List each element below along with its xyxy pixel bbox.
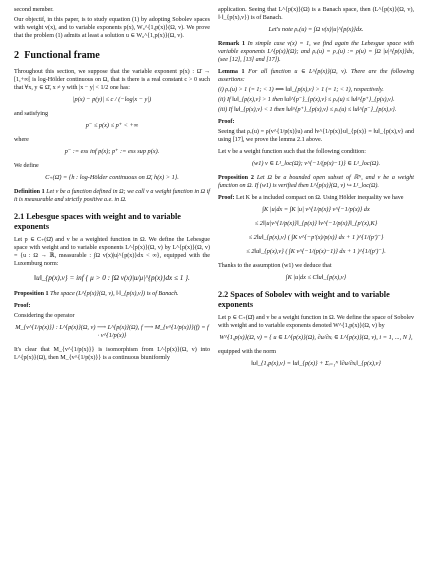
proof-label-text: Proof: xyxy=(14,303,31,309)
equation-log-holder: |p(x) − p(y)| ≤ c / (−log|x − y|) xyxy=(72,96,152,103)
equation-sobolev-space: W^{1,p(x)}(Ω, v) = { u ∈ L^{p(x)}(Ω), ∂u/∂xᵢ ∈ L^{p(x)}(Ω, v), i = 1, ..., N }, xyxy=(219,334,413,341)
equipped-text: equipped with the norm xyxy=(218,349,277,355)
equation-sobolev-norm: ‖u‖_{1,p(x),v} = ‖u‖_{p(x)} + Σᵢ₌₁ᴺ ‖∂u/∂xᵢ‖_{p(x),v} xyxy=(251,360,381,367)
remark-label: Remark 1 xyxy=(218,41,245,47)
definition-label: Definition 1 xyxy=(14,189,45,195)
remark-1 xyxy=(218,40,414,64)
lemma-item-iii: (iii) If ‖u‖_{p(x),v} < 1 then ‖u‖^{p⁺}_{p(x),v} ≤ ρᵥ(u) ≤ ‖u‖^{p⁻}_{p(x),v}. xyxy=(218,107,397,113)
equation-cplus: C₊(Ω̄) = {h : log-Hölder continuous on Ω̄, h(x) > 1}. xyxy=(45,174,179,181)
intro-objective: Our objectif, in this paper, is to study equation (1) by adopting Sobolev spaces with weight v(x), and to variable exponents p(x), W₀^{1,p(x)}(Ω, v). We prove that the problem (1) admits at least a solution u ∈ W₀^{1,p(x)}(Ω, v). xyxy=(14,17,210,39)
considering-text: Considering the operator xyxy=(14,313,75,319)
subsection-2-1-heading: 2.1 Lebesgue spaces with weight and to variable exponents xyxy=(14,212,181,231)
section-heading xyxy=(14,50,210,62)
intro-continuation: second member. xyxy=(14,7,54,13)
proof-2-text xyxy=(218,194,414,202)
lemma-intro: For all function u ∈ L^{p(x)}(Ω, v). There are the following assertions: xyxy=(218,69,414,83)
equation-luxemburg-norm: ‖u‖_{p(x),v} = inf { μ > 0 : ∫Ω v(x)|u/μ|^{p(x)}dx ≤ 1 }. xyxy=(34,274,190,282)
and-satisfying-text: and satisfying xyxy=(14,111,49,117)
definition-1 xyxy=(14,188,210,204)
proposition-2-label: Proposition 2 xyxy=(218,175,254,181)
right-column xyxy=(218,6,414,374)
lemma-item-i: (i) ρᵥ(u) > 1 (= 1; < 1) ⟺ ‖u‖_{p(x),v} > 1 (= 1; < 1), respectively. xyxy=(218,87,384,93)
lemma-1 xyxy=(218,68,414,84)
proof-label-right-text: Proof: xyxy=(218,119,235,125)
proposition-1-text: The space (L^{p(x)}(Ω, v), ‖·‖_{p(x),v}) is of Banach. xyxy=(50,291,179,297)
subsection-2-2-paragraph: Let p ∈ C₊(Ω̄) and v be a weight function in Ω. We define the space of Sobolev with weight and to variable exponents denoted W^{1,p(x)}(Ω, v) by xyxy=(218,315,414,329)
equation-holder-line-1: ∫K |u|dx = ∫K |u| v^{1/p(x)} v^{−1/p(x)} dx xyxy=(262,206,370,213)
equation-holder-line-3: ≤ 2‖u‖_{p(x),v} ( ∫K v^{−p′(x)/p(x)} dx + 1 )^{1/(p′)⁻} xyxy=(248,234,384,241)
left-column xyxy=(14,6,210,366)
remark-text: In simple case v(x) = 1, we find again the Lebesgue space with variable exponents L^{p(x)}(Ω); and ρᵥ(u) = ρ₁(u) := ρ(u) = ∫Ω |u|^{p(x)}dx, (see [12], [13] and [17]). xyxy=(218,41,414,63)
weight-condition-intro: Let v be a weight function such that the following condition: xyxy=(218,149,366,155)
proposition-1-label: Proposition 1 xyxy=(14,291,49,297)
proposition-1 xyxy=(14,290,210,298)
proof-label-right xyxy=(218,118,414,126)
lemma-item-ii: (ii) If ‖u‖_{p(x),v} > 1 then ‖u‖^{p⁻}_{p(x),v} ≤ ρᵥ(u) ≤ ‖u‖^{p⁺}_{p(x),v}. xyxy=(218,97,395,103)
equation-pminus-pplus: p⁻ := ess inf p(x); p⁺ := ess sup p(x). xyxy=(64,148,160,155)
definition-text: Let v be a function defined in Ω; we call v a weight function in Ω if it is measurable and strictly positive a.e. in Ω. xyxy=(14,189,210,203)
proof-2-body: Let K be a included compact on Ω. Using Hölder inequality we have xyxy=(236,195,404,201)
section-title: Functional frame xyxy=(24,50,100,61)
equation-w1: (w1) v ∈ L¹_loc(Ω); v^{−1/(p(x)−1)} ∈ L¹_loc(Ω). xyxy=(251,160,381,167)
equation-rho-definition: Let's note ρᵥ(u) = ∫Ω v(x)|u|^{p(x)}dx. xyxy=(268,26,364,33)
we-define-text: We define xyxy=(14,163,39,169)
subsection-2-2-heading: 2.2 Spaces of Sobolev with weight and to variable exponents xyxy=(218,290,390,309)
subsection-2-1-paragraph: Let p ∈ C₊(Ω̄) and v be a weighted function in Ω. We define the Lebesgue space with weight and to variable exponents L^{p(x)}(Ω, v) by L^{p(x)}(Ω, v) = {u : Ω → ℝ, measurable : ∫Ω v(x)|u|^{p(x)}dx < ∞}, equipped with the Luxemburg norm: xyxy=(14,237,210,267)
equation-local-bound: ∫K |u|dx ≤ C‖u‖_{p(x),v} xyxy=(285,274,347,281)
lemma-proof-text: Seeing that ρᵥ(u) = ρ(v^{1/p(x)}u) and ‖v^{1/p(x)}u‖_{p(x)} = ‖u‖_{p(x),v} and using [17], we prove the lemma 2.1 above. xyxy=(218,129,414,143)
where-text: where xyxy=(14,137,29,143)
proof-label xyxy=(14,302,210,310)
proposition-2 xyxy=(218,174,414,190)
banach-application-text: application. Seeing that L^{p(x)}(Ω) is a Banach space, then (L^{p(x)}(Ω, v), ‖·‖_{p(x),v}) is of Banach. xyxy=(218,7,414,21)
isomorphism-text: It's clear that M_{v^{1/p(x)}} is isomorphism from L^{p(x)}(Ω, v) into L^{p(x)}(Ω), then M_{v^{1/p(x)}} is a continuous biuniformly xyxy=(14,347,210,361)
thanks-text: Thanks to the assumption (w1) we deduce that xyxy=(218,263,332,269)
equation-operator: M_{v^{1/p(x)}} : L^{p(x)}(Ω, v) ⟶ L^{p(x)}(Ω), f ⟶ M_{v^{1/p(x)}}(f) = f · v^{1/p(x)} xyxy=(15,324,209,339)
equation-holder-line-2: ≤ 2‖|u|v^{1/p(x)}‖_{p(x)} ‖v^{−1/p(x)}‖_{p′(x),K} xyxy=(254,220,378,227)
equation-exponent-bounds: p⁻ ≤ p(x) ≤ p⁺ < +∞ xyxy=(85,122,139,129)
proposition-2-text: Let Ω be a bounded open subset of ℝᴺ, and v be a weight function on Ω. If (w1) is verified then L^{p(x)}(Ω, v) ↪ L¹_loc(Ω). xyxy=(218,175,414,189)
section-number: 2 xyxy=(14,50,20,61)
proof-2-label: Proof: xyxy=(218,195,235,201)
frame-paragraph: Throughout this section, we suppose that the variable exponent p(x) : Ω̄ → [1,+∞[ is log-Hölder continuous on Ω, that is there is a real constant c > 0 such that ∀x, y ∈ Ω̄, x ≠ y with |x − y| < 1/2 one has: xyxy=(14,69,210,91)
equation-holder-line-4: ≤ 2‖u‖_{p(x),v} ( ∫K v^{−1/(p(x)−1)} dx + 1 )^{1/(p′)⁻}. xyxy=(246,248,386,255)
lemma-label: Lemma 1 xyxy=(218,69,245,75)
